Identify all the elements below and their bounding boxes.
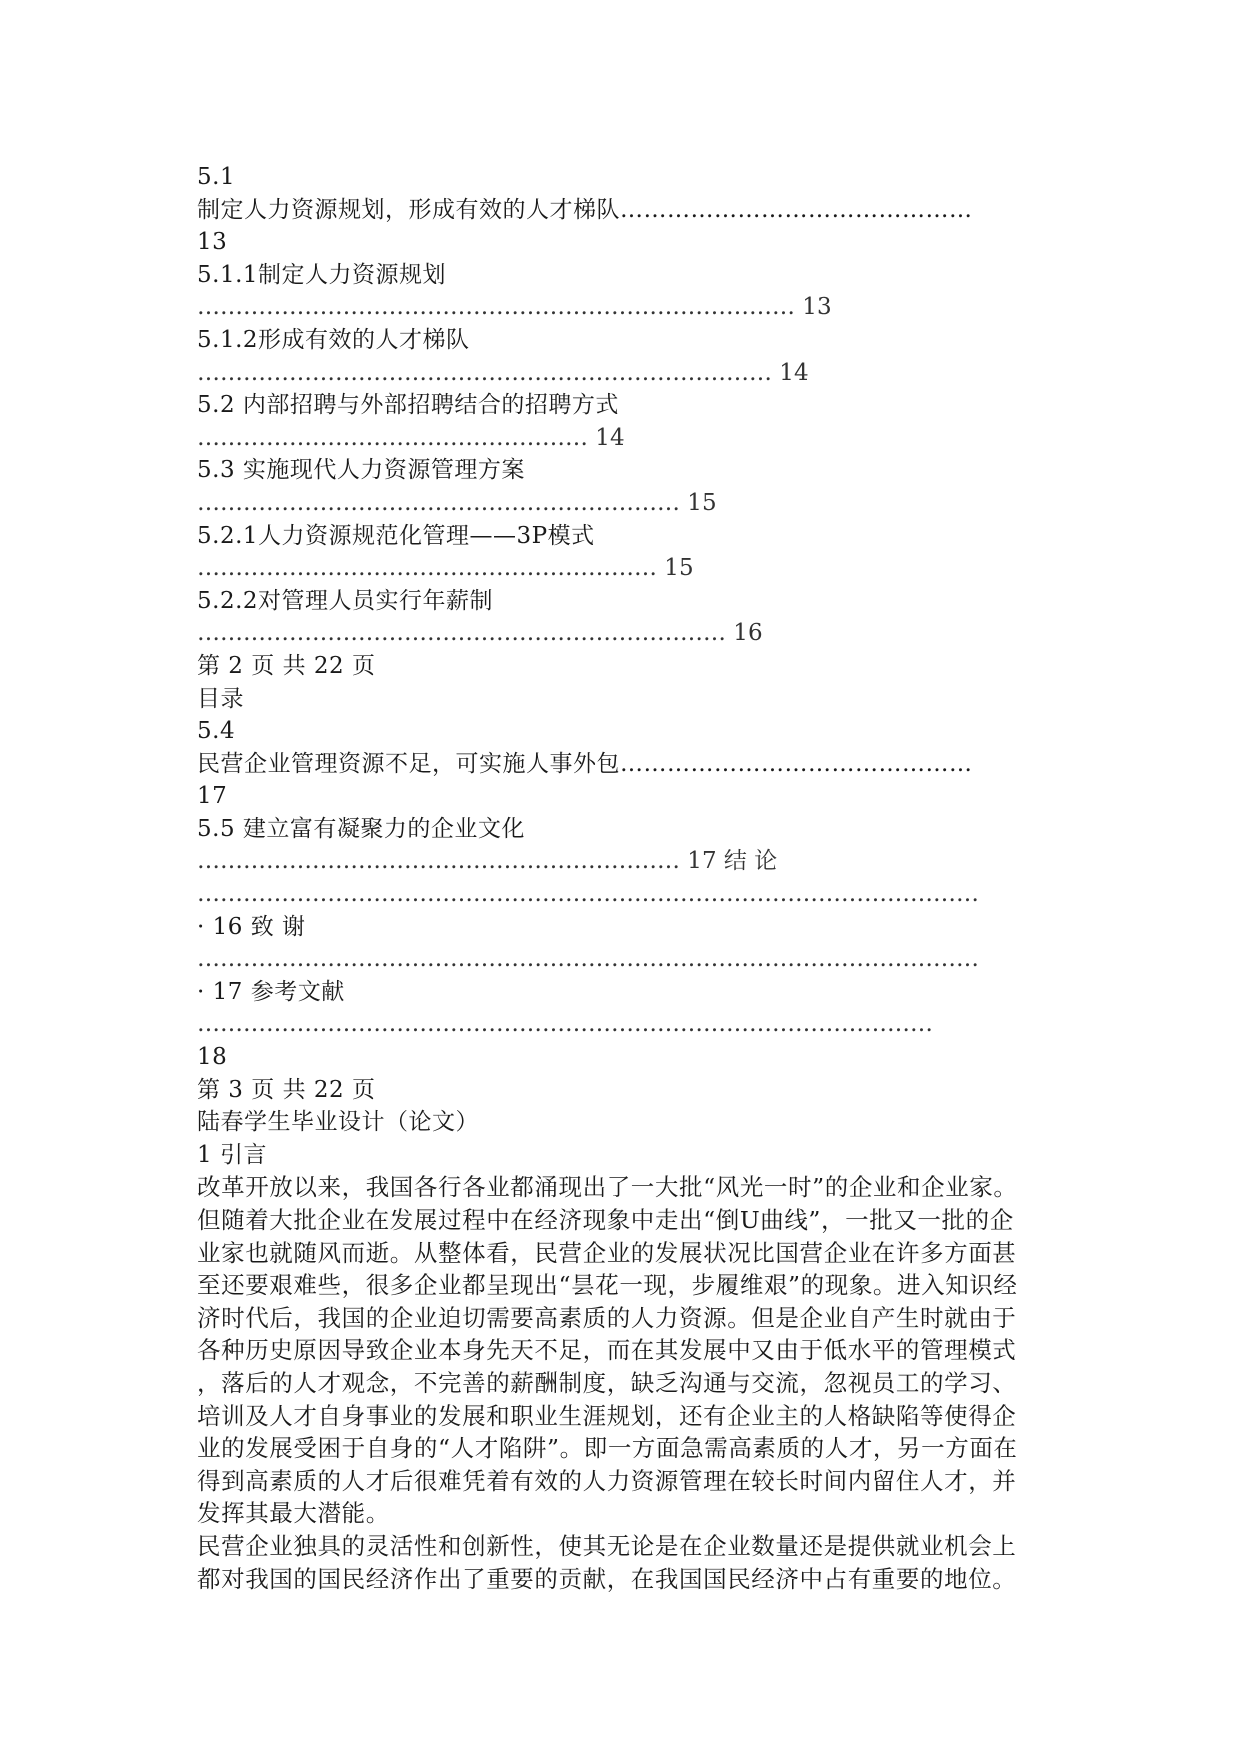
toc-line: 5.2.2对管理人员实行年薪制 [197, 587, 494, 614]
paragraph-line: 发挥其最大潜能。 [197, 1499, 390, 1528]
paragraph-line: 业家也就随风而逝。从整体看，民营企业的发展状况比国营企业在许多方面甚 [197, 1238, 1017, 1267]
page-footer: 第 2 页 共 22 页 [197, 652, 376, 679]
body-paragraph [197, 1530, 1057, 1595]
document-header-title: 陆春学生毕业设计（论文） [197, 1109, 479, 1136]
toc-section-continued [197, 161, 1057, 650]
toc-line: 5.3 实施现代人力资源管理方案 [197, 457, 525, 484]
toc-line: ………………………………………………………………………………………… [197, 946, 979, 973]
toc-line: ……………………………………………………… 15 [197, 489, 717, 516]
paragraph-line: 至还要艰难些，很多企业都呈现出“昙花一现，步履维艰”的现象。进入知识经 [197, 1271, 1018, 1300]
paragraph-line: 都对我国的国民经济作出了重要的贡献，在我国国民经济中占有重要的地位。 [197, 1564, 1017, 1593]
toc-line: 5.5 建立富有凝聚力的企业文化 [197, 815, 525, 842]
toc-line: 制定人力资源规划，形成有效的人才梯队……………………………………… [197, 196, 973, 223]
paragraph-line: 业的发展受困于自身的“人才陷阱”。即一方面急需高素质的人才，另一方面在 [197, 1434, 1018, 1463]
toc-line: 18 [197, 1044, 228, 1071]
toc-line: 17 [197, 783, 228, 810]
toc-line: …………………………………………………………………………………… [197, 1011, 933, 1038]
toc-line: 13 [197, 229, 228, 256]
toc-section [197, 715, 1057, 1074]
body-paragraph [197, 1171, 1057, 1530]
toc-line: ………………………………………………………………………………………… [197, 881, 979, 908]
toc-line: ………………………………………………………………… 14 [197, 359, 809, 386]
paragraph-line: 改革开放以来，我国各行各业都涌现出了一大批“风光一时”的企业和企业家。 [197, 1173, 1018, 1202]
toc-line: …………………………………………………………… 16 [197, 620, 763, 647]
section-heading: 1 引言 [197, 1141, 267, 1168]
toc-line: · 17 参考文献 [197, 978, 345, 1005]
toc-line: 5.2.1人力资源规范化管理——3P模式 [197, 522, 595, 549]
toc-line: 5.2 内部招聘与外部招聘结合的招聘方式 [197, 392, 619, 419]
paragraph-line: 得到高素质的人才后很难凭着有效的人力资源管理在较长时间内留住人才，并 [197, 1466, 1017, 1495]
toc-line: 5.1 [197, 164, 236, 190]
toc-line: 5.4 [197, 718, 236, 745]
toc-line: 5.1.2形成有效的人才梯队 [197, 326, 470, 353]
toc-line: · 16 致 谢 [197, 913, 306, 940]
document-page [197, 161, 1057, 1595]
paragraph-line: 但随着大批企业在发展过程中在经济现象中走出“倒U曲线”，一批又一批的企 [197, 1206, 1014, 1234]
toc-line: …………………………………………… 14 [197, 424, 625, 451]
paragraph-line: 济时代后，我国的企业迫切需要高素质的人力资源。但是企业自产生时就由于 [197, 1303, 1017, 1332]
page-footer: 第 3 页 共 22 页 [197, 1076, 376, 1103]
toc-line: 民营企业管理资源不足，可实施人事外包……………………………………… [197, 750, 973, 777]
paragraph-line: 各种历史原因导致企业本身先天不足，而在其发展中又由于低水平的管理模式 [197, 1336, 1017, 1365]
toc-title: 目录 [197, 685, 244, 712]
paragraph-line: 民营企业独具的灵活性和创新性，使其无论是在企业数量还是提供就业机会上 [197, 1531, 1017, 1560]
toc-line: ……………………………………………………… 17 结 论 [197, 848, 778, 875]
toc-line: …………………………………………………… 15 [197, 555, 694, 582]
toc-line: …………………………………………………………………… 13 [197, 294, 832, 321]
paragraph-line: ，落后的人才观念，不完善的薪酬制度，缺乏沟通与交流，忽视员工的学习、 [197, 1368, 1017, 1397]
paragraph-line: 培训及人才自身事业的发展和职业生涯规划，还有企业主的人格缺陷等使得企 [197, 1401, 1017, 1430]
toc-line: 5.1.1制定人力资源规划 [197, 261, 447, 288]
